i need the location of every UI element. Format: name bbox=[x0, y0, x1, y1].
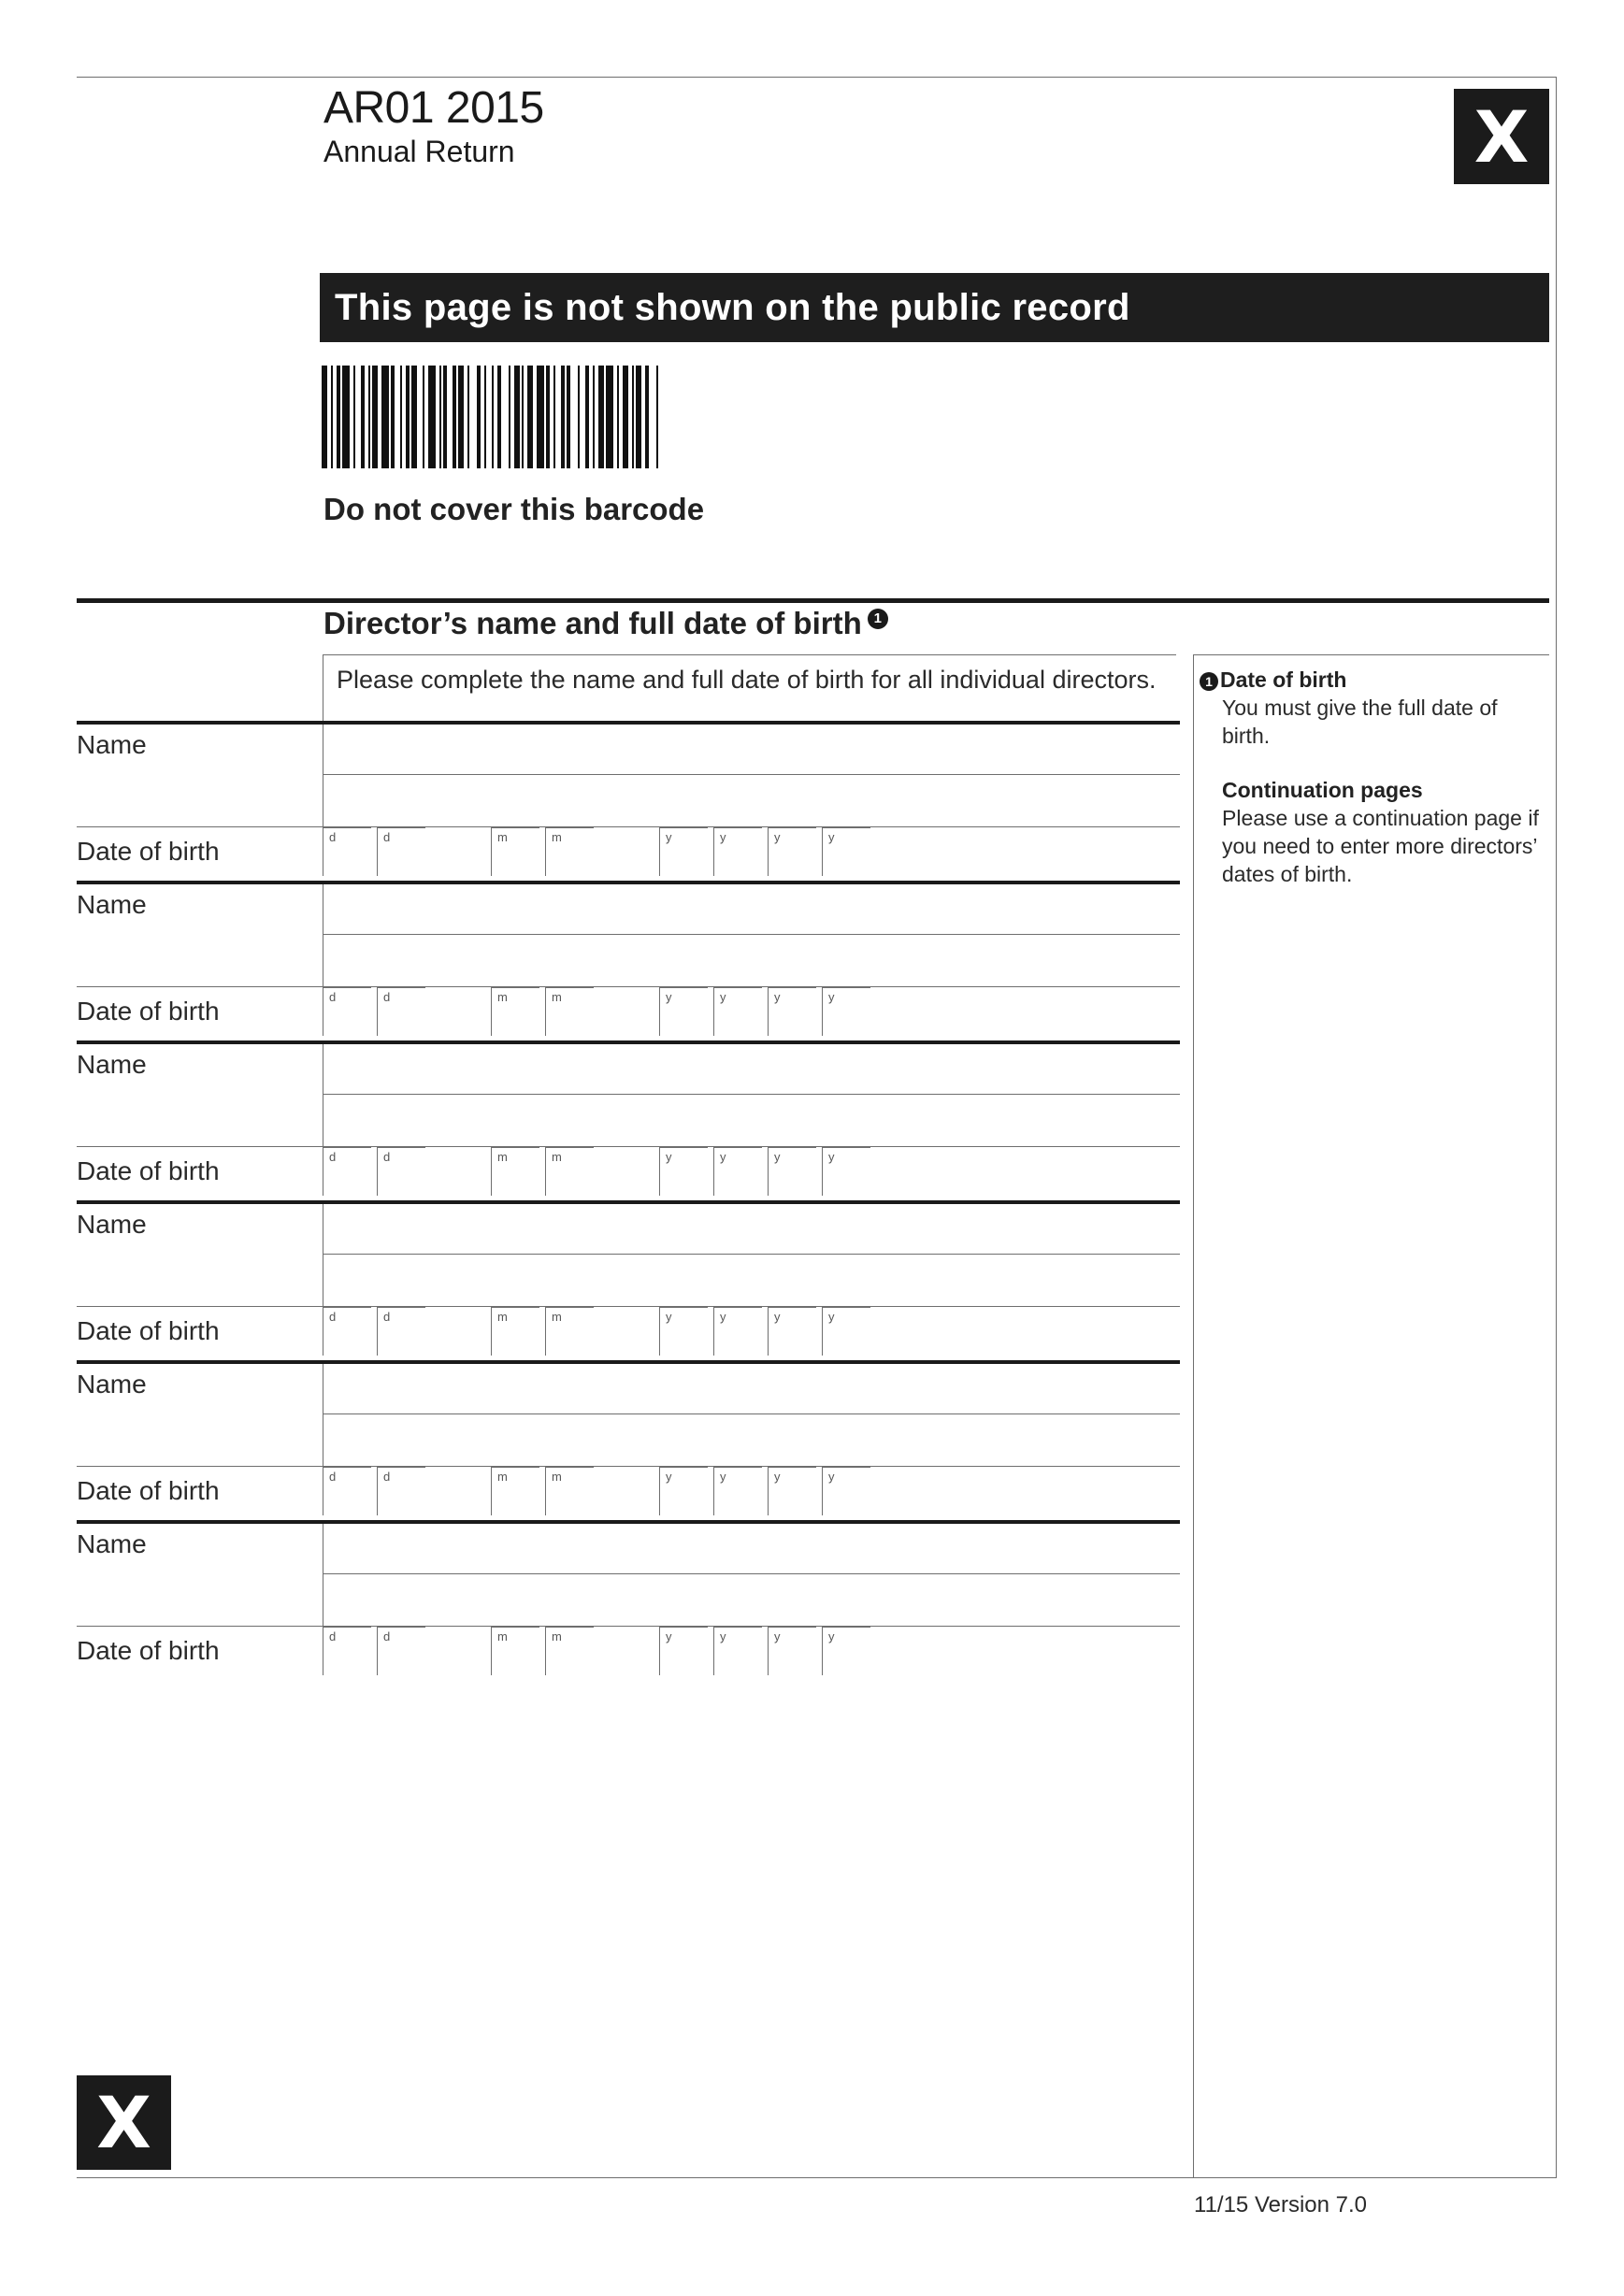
dob-digit-hint: m bbox=[497, 1310, 508, 1324]
dob-digit-field[interactable] bbox=[713, 1307, 762, 1356]
page-frame-right bbox=[1556, 77, 1557, 2178]
dob-digit-field[interactable] bbox=[377, 1147, 425, 1196]
sidebar-continuation-text-2: you need to enter more directors’ bbox=[1222, 834, 1538, 858]
dob-digit-hint: y bbox=[720, 990, 726, 1004]
dob-digit-hint: m bbox=[552, 1310, 562, 1324]
barcode-bar bbox=[527, 366, 533, 468]
barcode-bar bbox=[381, 366, 389, 468]
sidebar-continuation-text-1: Please use a continuation page if bbox=[1222, 806, 1539, 830]
name-field-line-1[interactable] bbox=[323, 884, 1180, 935]
barcode-bar bbox=[546, 366, 550, 468]
row-rule bbox=[77, 1360, 323, 1364]
name-field-line-1[interactable] bbox=[323, 1044, 1180, 1095]
dob-digit-hint: y bbox=[774, 1629, 781, 1643]
barcode-bar bbox=[593, 366, 595, 468]
name-label: Name bbox=[77, 730, 147, 759]
dob-digit-hint: y bbox=[828, 1470, 835, 1484]
info-marker-icon: 1 bbox=[868, 609, 888, 629]
dob-digit-hint: y bbox=[720, 1150, 726, 1164]
dob-digit-hint: d bbox=[329, 1310, 337, 1324]
dob-label: Date of birth bbox=[77, 837, 220, 866]
dob-digit-field[interactable] bbox=[659, 1307, 708, 1356]
dob-digit-field[interactable] bbox=[768, 1307, 816, 1356]
dob-digit-hint: d bbox=[383, 990, 391, 1004]
dob-digit-hint: y bbox=[828, 1629, 835, 1643]
dob-digit-hint: d bbox=[383, 1310, 391, 1324]
dob-digit-field[interactable] bbox=[768, 1627, 816, 1675]
dob-digit-hint: y bbox=[720, 1629, 726, 1643]
barcode-bar bbox=[361, 366, 365, 468]
dob-digit-hint: y bbox=[774, 830, 781, 844]
dob-digit-field[interactable] bbox=[659, 1627, 708, 1675]
page-frame-top bbox=[77, 77, 1557, 78]
sidebar-dob-heading-row bbox=[1200, 666, 1547, 694]
dob-digit-field[interactable] bbox=[377, 1627, 425, 1675]
dob-digit-field[interactable] bbox=[377, 827, 425, 876]
dob-digit-field[interactable] bbox=[768, 987, 816, 1036]
row-rule bbox=[77, 721, 323, 725]
barcode-bar bbox=[514, 366, 520, 468]
sidebar-continuation-text-3: dates of birth. bbox=[1222, 862, 1353, 886]
barcode-bar bbox=[606, 366, 613, 468]
barcode-bar bbox=[428, 366, 436, 468]
dob-label: Date of birth bbox=[77, 997, 220, 1026]
name-field-line-1[interactable] bbox=[323, 1364, 1180, 1414]
dob-digit-hint: y bbox=[774, 1310, 781, 1324]
barcode-bar bbox=[477, 366, 481, 468]
dob-digit-hint: d bbox=[329, 1629, 337, 1643]
dob-digit-field[interactable] bbox=[659, 1147, 708, 1196]
dob-digit-hint: y bbox=[720, 1310, 726, 1324]
dob-digit-hint: m bbox=[552, 1629, 562, 1643]
dob-digit-field[interactable] bbox=[822, 1147, 870, 1196]
dob-digit-field[interactable] bbox=[713, 1627, 762, 1675]
sidebar-divider bbox=[1193, 654, 1194, 2178]
barcode-bar bbox=[400, 366, 402, 468]
dob-digit-hint: y bbox=[720, 1470, 726, 1484]
barcode-bar bbox=[342, 366, 350, 468]
barcode-bar bbox=[509, 366, 510, 468]
dob-separator bbox=[77, 1306, 323, 1307]
dob-separator bbox=[77, 1626, 323, 1627]
dob-digit-hint: y bbox=[828, 990, 835, 1004]
public-record-banner: This page is not shown on the public record bbox=[320, 273, 1549, 342]
barcode-bar bbox=[443, 366, 447, 468]
version-label: 11/15 Version 7.0 bbox=[1194, 2192, 1368, 2217]
dob-digit-field[interactable] bbox=[713, 1147, 762, 1196]
dob-digit-field[interactable] bbox=[491, 1467, 539, 1515]
dob-digit-field[interactable] bbox=[545, 1467, 594, 1515]
director-entry bbox=[77, 1520, 1180, 1681]
barcode-bar bbox=[423, 366, 424, 468]
dob-digit-field[interactable] bbox=[768, 1147, 816, 1196]
name-field-line-2[interactable] bbox=[323, 1414, 1180, 1467]
dob-digit-hint: d bbox=[329, 1470, 337, 1484]
barcode-bar bbox=[578, 366, 580, 468]
dob-digit-field[interactable] bbox=[377, 1467, 425, 1515]
barcode-bar bbox=[368, 366, 370, 468]
barcode-icon bbox=[322, 366, 860, 468]
dob-digit-hint: d bbox=[329, 1150, 337, 1164]
director-entry bbox=[77, 721, 1180, 882]
dob-digit-hint: d bbox=[329, 830, 337, 844]
x-logo-icon: X bbox=[77, 2075, 171, 2170]
director-entry bbox=[77, 1040, 1180, 1201]
dob-digit-hint: y bbox=[774, 990, 781, 1004]
barcode-bar bbox=[598, 366, 604, 468]
sidebar-dob-text: You must give the full date of birth. bbox=[1222, 696, 1498, 748]
dob-digit-field[interactable] bbox=[545, 987, 594, 1036]
instruction-text: Please complete the name and full date of birth for all individual directors. bbox=[337, 666, 1157, 694]
dob-digit-hint: y bbox=[828, 1150, 835, 1164]
x-logo-icon: X bbox=[1454, 89, 1549, 184]
dob-digit-hint: m bbox=[497, 830, 508, 844]
dob-digit-field[interactable] bbox=[659, 1467, 708, 1515]
dob-digit-field[interactable] bbox=[822, 1307, 870, 1356]
section-rule bbox=[77, 598, 1549, 603]
dob-digit-hint: m bbox=[497, 1470, 508, 1484]
barcode-bar bbox=[458, 366, 464, 468]
dob-digit-field[interactable] bbox=[323, 1627, 371, 1675]
form-code: AR01 2015 bbox=[323, 83, 544, 133]
barcode-bar bbox=[561, 366, 565, 468]
sidebar-continuation-heading: Continuation pages bbox=[1222, 778, 1423, 802]
director-entry bbox=[77, 1200, 1180, 1361]
dob-digit-field[interactable] bbox=[659, 827, 708, 876]
dob-digit-hint: y bbox=[666, 1470, 672, 1484]
sidebar-top-rule bbox=[1193, 654, 1549, 655]
dob-digit-field[interactable] bbox=[545, 1147, 594, 1196]
dob-digit-hint: m bbox=[552, 830, 562, 844]
dob-digit-field[interactable] bbox=[491, 1147, 539, 1196]
barcode-bar bbox=[331, 366, 333, 468]
dob-digit-hint: y bbox=[720, 830, 726, 844]
dob-digit-field[interactable] bbox=[822, 1467, 870, 1515]
dob-digit-hint: m bbox=[497, 1629, 508, 1643]
dob-digit-hint: m bbox=[552, 1470, 562, 1484]
dob-digit-field[interactable] bbox=[713, 1467, 762, 1515]
dob-digit-hint: y bbox=[666, 1629, 672, 1643]
section-title bbox=[323, 606, 888, 641]
dob-digit-hint: d bbox=[329, 990, 337, 1004]
director-entry bbox=[77, 1360, 1180, 1521]
barcode-bar bbox=[656, 366, 658, 468]
barcode-bar bbox=[337, 366, 340, 468]
dob-digit-hint: y bbox=[828, 830, 835, 844]
dob-label: Date of birth bbox=[77, 1476, 220, 1505]
name-field-line-1[interactable] bbox=[323, 1204, 1180, 1255]
barcode-bar bbox=[522, 366, 524, 468]
barcode-bar bbox=[411, 366, 417, 468]
name-field-line-1[interactable] bbox=[323, 725, 1180, 775]
dob-digit-field[interactable] bbox=[491, 987, 539, 1036]
barcode-bar bbox=[553, 366, 555, 468]
dob-digit-hint: m bbox=[497, 1150, 508, 1164]
barcode-bar bbox=[439, 366, 441, 468]
barcode-bar bbox=[617, 366, 619, 468]
dob-digit-field[interactable] bbox=[491, 1307, 539, 1356]
dob-separator bbox=[77, 826, 323, 827]
dob-label: Date of birth bbox=[77, 1156, 220, 1185]
dob-digit-field[interactable] bbox=[545, 1627, 594, 1675]
form-name: Annual Return bbox=[323, 135, 515, 168]
name-label: Name bbox=[77, 890, 147, 919]
dob-separator bbox=[77, 1146, 323, 1147]
name-field-line-2[interactable] bbox=[323, 1255, 1180, 1307]
barcode-bar bbox=[353, 366, 355, 468]
name-label: Name bbox=[77, 1050, 147, 1079]
dob-digit-hint: d bbox=[383, 1470, 391, 1484]
dob-digit-field[interactable] bbox=[822, 827, 870, 876]
sidebar-dob-heading: Date of birth bbox=[1220, 667, 1347, 692]
dob-digit-field[interactable] bbox=[713, 827, 762, 876]
dob-digit-field[interactable] bbox=[491, 827, 539, 876]
barcode-bar bbox=[645, 366, 649, 468]
name-field-line-1[interactable] bbox=[323, 1524, 1180, 1574]
barcode-bar bbox=[322, 366, 327, 468]
row-rule bbox=[77, 881, 323, 884]
info-marker-icon: 1 bbox=[1200, 672, 1218, 691]
dob-digit-field[interactable] bbox=[545, 827, 594, 876]
dob-digit-field[interactable] bbox=[377, 1307, 425, 1356]
dob-digit-field[interactable] bbox=[822, 1627, 870, 1675]
section-title-text: Director’s name and full date of birth bbox=[323, 606, 862, 640]
barcode-bar bbox=[632, 366, 634, 468]
dob-digit-hint: d bbox=[383, 1629, 391, 1643]
name-field-line-2[interactable] bbox=[323, 1095, 1180, 1147]
barcode-bar bbox=[567, 366, 570, 468]
dob-digit-field[interactable] bbox=[323, 1307, 371, 1356]
dob-digit-field[interactable] bbox=[323, 987, 371, 1036]
name-label: Name bbox=[77, 1529, 147, 1558]
barcode-bar bbox=[585, 366, 589, 468]
barcode-bar bbox=[453, 366, 456, 468]
dob-digit-hint: y bbox=[666, 990, 672, 1004]
row-rule bbox=[77, 1040, 323, 1044]
dob-digit-field[interactable] bbox=[713, 987, 762, 1036]
dob-digit-hint: y bbox=[774, 1150, 781, 1164]
barcode-bar bbox=[467, 366, 469, 468]
dob-digit-hint: d bbox=[383, 1150, 391, 1164]
dob-digit-field[interactable] bbox=[377, 987, 425, 1036]
name-field-line-2[interactable] bbox=[323, 775, 1180, 827]
page-frame-bottom bbox=[77, 2177, 1557, 2178]
barcode-bar bbox=[492, 366, 494, 468]
barcode-bar bbox=[406, 366, 410, 468]
dob-label: Date of birth bbox=[77, 1316, 220, 1345]
barcode-bar bbox=[391, 366, 395, 468]
dob-digit-hint: y bbox=[774, 1470, 781, 1484]
barcode-bar bbox=[372, 366, 378, 468]
dob-digit-field[interactable] bbox=[491, 1627, 539, 1675]
sidebar-notes bbox=[1200, 666, 1547, 888]
director-entry bbox=[77, 881, 1180, 1041]
dob-separator bbox=[77, 1466, 323, 1467]
dob-digit-field[interactable] bbox=[659, 987, 708, 1036]
dob-digit-hint: y bbox=[666, 830, 672, 844]
barcode-bar bbox=[497, 366, 501, 468]
barcode-bar bbox=[623, 366, 628, 468]
barcode-bar bbox=[484, 366, 486, 468]
dob-digit-field[interactable] bbox=[768, 1467, 816, 1515]
dob-digit-hint: d bbox=[383, 830, 391, 844]
dob-digit-field[interactable] bbox=[545, 1307, 594, 1356]
dob-digit-hint: m bbox=[552, 1150, 562, 1164]
row-rule bbox=[77, 1200, 323, 1204]
name-field-line-2[interactable] bbox=[323, 935, 1180, 987]
dob-separator bbox=[77, 986, 323, 987]
dob-digit-hint: y bbox=[666, 1310, 672, 1324]
dob-label: Date of birth bbox=[77, 1636, 220, 1665]
dob-digit-field[interactable] bbox=[822, 987, 870, 1036]
dob-digit-field[interactable] bbox=[323, 1467, 371, 1515]
name-label: Name bbox=[77, 1210, 147, 1239]
barcode-bar bbox=[636, 366, 641, 468]
dob-digit-hint: y bbox=[666, 1150, 672, 1164]
name-field-line-2[interactable] bbox=[323, 1574, 1180, 1627]
row-rule bbox=[77, 1520, 323, 1524]
dob-digit-hint: m bbox=[552, 990, 562, 1004]
dob-digit-field[interactable] bbox=[768, 827, 816, 876]
dob-digit-field[interactable] bbox=[323, 827, 371, 876]
name-label: Name bbox=[77, 1370, 147, 1399]
dob-digit-hint: y bbox=[828, 1310, 835, 1324]
dob-digit-field[interactable] bbox=[323, 1147, 371, 1196]
dob-digit-hint: m bbox=[497, 990, 508, 1004]
barcode-note: Do not cover this barcode bbox=[323, 492, 705, 526]
barcode-bar bbox=[537, 366, 544, 468]
